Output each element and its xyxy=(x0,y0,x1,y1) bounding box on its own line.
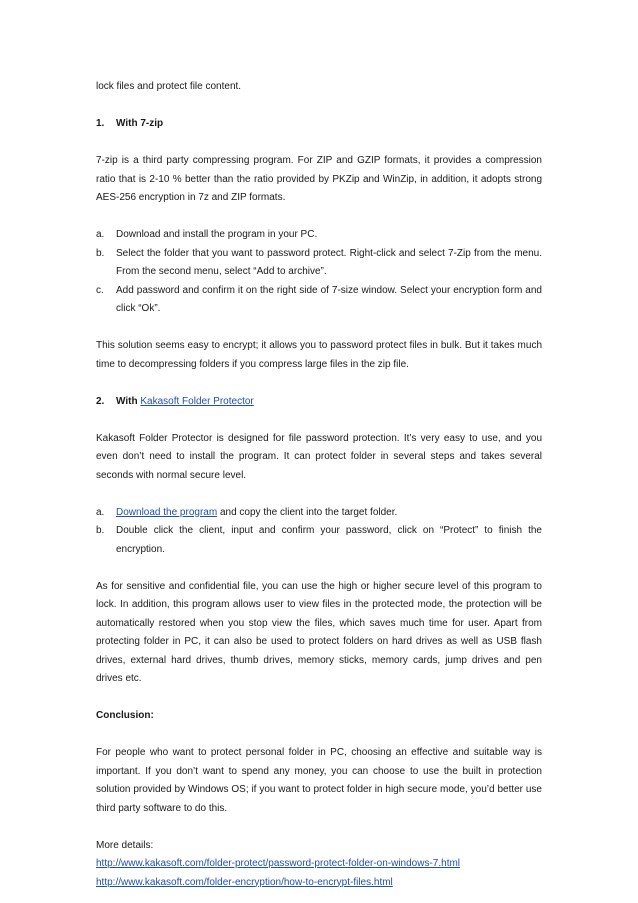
section-2-steps xyxy=(96,504,542,560)
section-2-paragraph: Kakasoft Folder Protector is designed for file password protection. It’s very easy to use, and you even don’t need to install the program. It can protect folder in several steps and takes several seconds with normal secure level. xyxy=(96,432,542,481)
list-item xyxy=(96,504,542,523)
conclusion-paragraph: For people who want to protect personal folder in PC, choosing an effective and suitable way is important. If you don’t want to spend any money, you can choose to use the built in protection solution provided by Windows OS; if you want to protect folder in high secure mode, you’d better use third party software to do this. xyxy=(96,747,542,814)
list-marker: a. xyxy=(96,506,105,518)
list-item xyxy=(96,245,542,282)
more-details-label: More details: xyxy=(96,839,154,851)
more-details xyxy=(96,837,542,893)
section-2-number: 2. xyxy=(96,395,105,407)
list-marker: b. xyxy=(96,247,105,259)
section-2-heading xyxy=(96,393,542,412)
section-1-closing: This solution seems easy to encrypt; it allows you to password protect files in bulk. But it takes much time to decompressing folders if you compress large files in the zip file. xyxy=(96,340,542,370)
list-item xyxy=(96,522,542,559)
list-marker: b. xyxy=(96,525,105,536)
list-item-text: Double click the client, input and confirm your password, click on “Protect” to finish the encryption. xyxy=(116,525,542,555)
list-item-text: Select the folder that you want to password protect. Right-click and select 7-Zip from the menu. From the second menu, select “Add to archive”. xyxy=(116,247,542,277)
list-item xyxy=(96,226,542,245)
list-marker: c. xyxy=(96,284,104,296)
document-page xyxy=(96,78,542,892)
section-2-closing: As for sensitive and confidential file, you can use the high or higher secure level of this program to lock. In addition, this program allows user to view files in the protected mode, the protection will be automatically restored when you stop view the files, which saves much time for user. Apart from protecting folder in PC, it can also be used to protect folders on hard drives as well as USB flash drives, external hard drives, thumb drives, memory sticks, memory cards, jump drives and pen drives etc. xyxy=(96,580,542,684)
more-details-link-2[interactable]: http://www.kakasoft.com/folder-encryption/how-to-encrypt-files.html xyxy=(96,876,393,888)
intro-line: lock files and protect file content. xyxy=(96,81,242,92)
download-program-link[interactable]: Download the program xyxy=(116,506,218,518)
list-item xyxy=(96,282,542,319)
conclusion-heading: Conclusion: xyxy=(96,710,154,721)
section-1-paragraph: 7-zip is a third party compressing program. For ZIP and GZIP formats, it provides a compression ratio that is 2-10 % better than the ratio provided by PKZip and WinZip, in addition, it adopts strong AES-256 encryption in 7z and ZIP formats. xyxy=(96,155,542,203)
list-item-text: Add password and confirm it on the right side of 7-size window. Select your encryption form and click “Ok”. xyxy=(116,284,542,314)
section-2-title-prefix: With xyxy=(116,395,141,407)
list-item-text: and copy the client into the target folder. xyxy=(217,506,398,518)
section-1-steps xyxy=(96,226,542,319)
section-1-heading xyxy=(96,115,542,134)
list-item-text: Download and install the program in your PC. xyxy=(116,229,318,240)
more-details-link-1[interactable]: http://www.kakasoft.com/folder-protect/password-protect-folder-on-windows-7.html xyxy=(96,858,461,869)
list-marker: a. xyxy=(96,229,105,240)
kakasoft-folder-protector-link[interactable]: Kakasoft Folder Protector xyxy=(140,395,254,407)
section-1-number: 1. xyxy=(96,118,105,129)
section-1-title: With 7-zip xyxy=(116,118,164,129)
